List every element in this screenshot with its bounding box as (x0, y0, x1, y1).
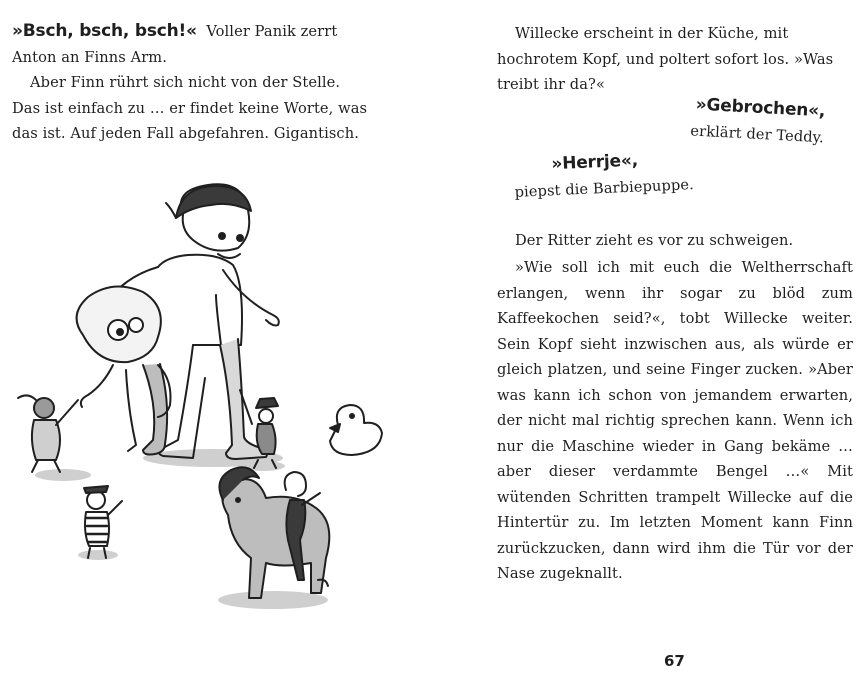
knight-figure (18, 395, 78, 472)
left-paragraph-2: Aber Finn rührt sich nicht von der Stelle. Das ist einfach zu … er findet keine Worte, was das ist. Auf jeden Fall abgefahren. Gigantisch. (12, 74, 368, 142)
right-paragraph-1: Willecke erscheint in der Küche, mit hochrotem Kopf, und poltert sofort los. »Was treibt ihr da?« (497, 25, 834, 93)
left-paragraph-1 (12, 19, 372, 70)
teddy-quote (689, 93, 826, 151)
left-page (0, 0, 420, 684)
teddy-speaker: erklärt der Teddy. (689, 121, 825, 146)
story-illustration (8, 170, 408, 620)
plush-horse-figure (219, 467, 329, 598)
teddy-shout: »Gebrochen«, (695, 94, 826, 122)
rubber-duck-figure (330, 405, 382, 455)
left-paragraph-1-text: Voller Panik zerrt Anton an Finns Arm. (12, 23, 338, 66)
barbie-quote (513, 146, 694, 205)
anton-shout: »Bsch, bsch, bsch!« (12, 21, 197, 41)
barbie-shout: »Herrje«, (551, 150, 639, 175)
right-paragraph-3: »Wie soll ich mit euch die Weltherrschaft erlangen, wenn ihr sogar zu blöd zum Kaffeekochen seid?«, tobt Willecke weiter. Sein Kopf sieht inzwischen aus, als würde er gleich platzen, und seine Finger zucken. »Aber was kann ich schon von jemandem erwarten, der nicht mal richtig sprechen kann. Wenn ich nur die Maschine wieder in Gang bekäme … aber dieser verdammte Bengel …« Mit wütenden Schritten trampelt Willecke auf die Hintertür zu. Im letzten Moment kann Finn zurückzucken, dann wird ihm die Tür vor der Nase zugeknallt. (497, 259, 853, 582)
striped-figure (84, 486, 122, 558)
page-number: 67 (664, 652, 685, 670)
anton-figure (77, 287, 171, 455)
right-paragraph-2: Der Ritter zieht es vor zu schweigen. (515, 232, 794, 249)
barbie-speaker: piepst die Barbiepuppe. (514, 175, 695, 201)
